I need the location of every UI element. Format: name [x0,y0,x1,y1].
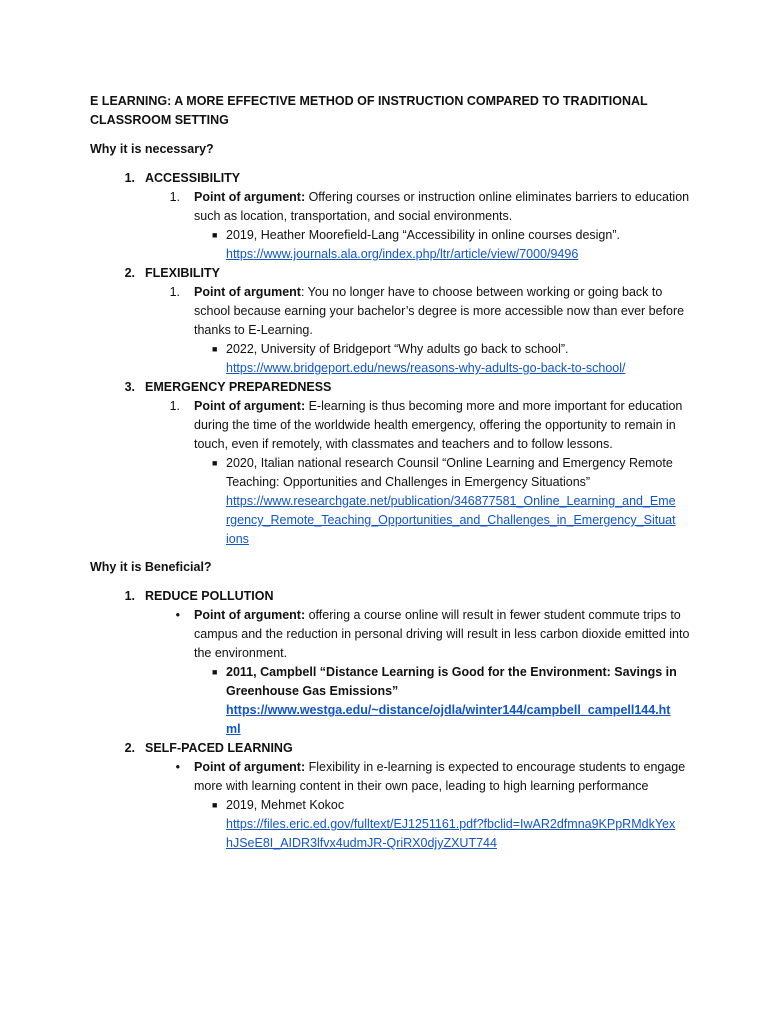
item-accessibility [90,169,690,188]
source-self-paced [212,796,690,853]
item-number: 1. [124,589,135,603]
argument-text: Flexibility in e-learning is expected to encourage students to engage more with learning content in their own pace, leading to high learning performance [194,760,686,793]
item-number: 2. [124,266,135,280]
argument-emergency [135,397,690,454]
argument-label: Point of argument [194,285,301,299]
square-bullet-icon: ■ [212,667,218,677]
document-page [90,92,690,853]
item-flexibility [90,264,690,283]
source-link[interactable]: https://www.researchgate.net/publication/346877581_Online_Learning_and_Emergency_Remote_Teaching_Opportunities_and_Challenges_in_Emergency_Situations [226,494,676,546]
source-link[interactable]: https://www.westga.edu/~distance/ojdla/winter144/campbell_campell144.html [226,703,671,736]
item-title: ACCESSIBILITY [145,171,241,185]
argument-flexibility [135,283,690,340]
item-reduce-pollution [90,587,690,606]
source-citation: 2022, University of Bridgeport “Why adults go back to school”. [226,342,569,356]
item-number: 2. [124,741,135,755]
item-title: SELF-PACED LEARNING [145,741,293,755]
argument-pollution [135,606,690,663]
argument-marker: 1. [169,285,180,299]
argument-marker: 1. [169,399,180,413]
argument-marker: • [175,760,180,774]
source-link[interactable]: https://www.bridgeport.edu/news/reasons-why-adults-go-back-to-school/ [226,361,626,375]
section-heading-beneficial: Why it is Beneficial? [90,560,212,574]
document-title: E LEARNING: A MORE EFFECTIVE METHOD OF INSTRUCTION COMPARED TO TRADITIONAL CLASSROOM SETTING [90,94,648,127]
item-title: EMERGENCY PREPAREDNESS [145,380,332,394]
square-bullet-icon: ■ [212,344,218,354]
source-citation: 2019, Mehmet Kokoc [226,798,345,812]
argument-text: E-learning is thus becoming more and more important for education during the time of the worldwide health emergency, offering the opportunity to remain in touch, even if remotely, with classmates and teachers and to follow lessons. [194,399,683,451]
source-flexibility [212,340,690,378]
source-citation: 2011, Campbell “Distance Learning is Good for the Environment: Savings in Greenhouse Gas Emissions” [226,665,677,698]
source-pollution [212,663,690,739]
argument-label: Point of argument: [194,190,306,204]
square-bullet-icon: ■ [212,230,218,240]
source-citation: 2020, Italian national research Counsil “Online Learning and Emergency Remote Teaching: Opportunities and Challenges in Emergency Situations” [226,456,673,489]
item-number: 3. [124,380,135,394]
source-citation: 2019, Heather Moorefield-Lang “Accessibility in online courses design”. [226,228,620,242]
item-title: FLEXIBILITY [145,266,220,280]
argument-text: Offering courses or instruction online eliminates barriers to education such as location, transportation, and social environments. [194,190,690,223]
argument-accessibility [135,188,690,226]
square-bullet-icon: ■ [212,800,218,810]
argument-text: offering a course online will result in fewer student commute trips to campus and the reduction in personal driving will result in less carbon dioxide emitted into the environment. [194,608,690,660]
argument-label: Point of argument: [194,760,306,774]
item-emergency-preparedness [90,378,690,397]
square-bullet-icon: ■ [212,458,218,468]
source-emergency [212,454,690,549]
source-link[interactable]: https://www.journals.ala.org/index.php/ltr/article/view/7000/9496 [226,247,579,261]
item-self-paced-learning [90,739,690,758]
argument-self-paced [135,758,690,796]
argument-label: Point of argument: [194,608,306,622]
source-link[interactable]: https://files.eric.ed.gov/fulltext/EJ1251161.pdf?fbclid=IwAR2dfmna9KPpRMdkYexhJSeE8I_AIDR3lfvx4udmJR-QriRX0djyZXUT744 [226,817,676,850]
argument-text: : You no longer have to choose between working or going back to school because earning your bachelor’s degree is more accessible now than ever before thanks to E-Learning. [194,285,685,337]
section-heading-necessary: Why it is necessary? [90,142,214,156]
source-accessibility [212,226,690,264]
argument-marker: • [175,608,180,622]
item-number: 1. [124,171,135,185]
item-title: REDUCE POLLUTION [145,589,274,603]
argument-marker: 1. [169,190,180,204]
argument-label: Point of argument: [194,399,306,413]
